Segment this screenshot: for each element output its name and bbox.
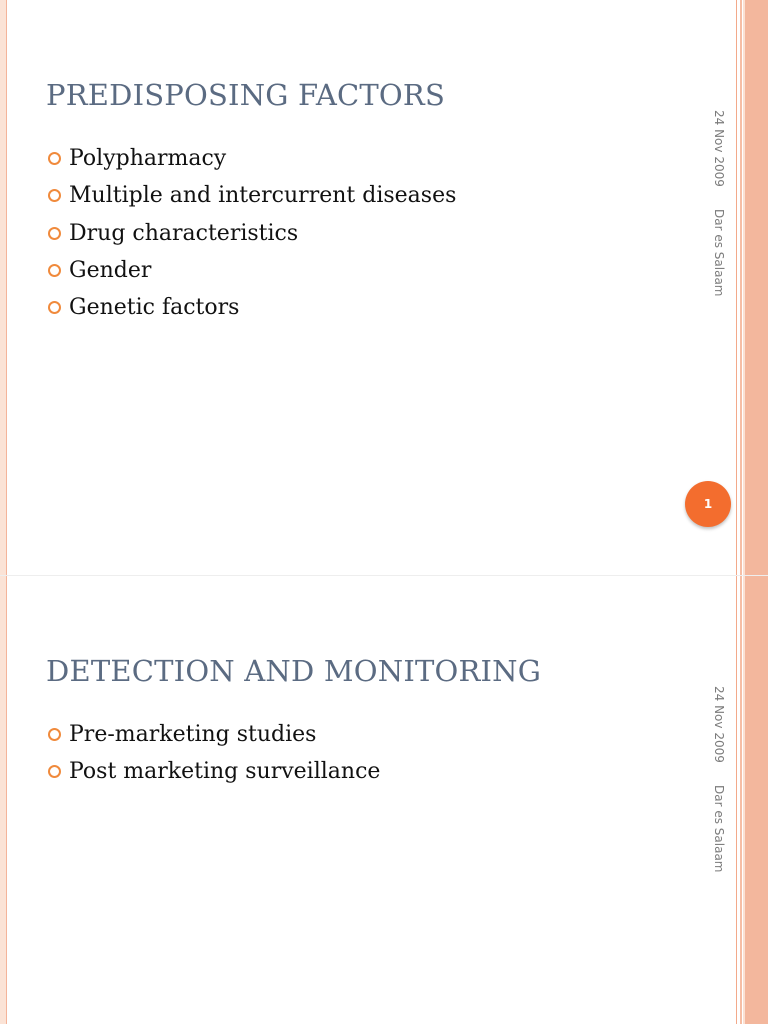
right-accent-band (745, 0, 768, 576)
list-item (48, 177, 456, 214)
bullet-text: Pre-marketing studies (69, 722, 317, 748)
list-item (48, 140, 456, 177)
side-footer (712, 686, 726, 872)
footer-date: 24 Nov 2009 (712, 110, 726, 187)
left-edge-decoration (0, 576, 7, 1024)
page-number-badge: 1 (685, 481, 731, 527)
circle-bullet-icon (48, 264, 61, 277)
left-edge-decoration (0, 0, 7, 576)
list-item (48, 289, 456, 326)
side-footer (712, 110, 726, 296)
slide-title: DETECTION AND MONITORING (46, 654, 542, 688)
slide-title: PREDISPOSING FACTORS (46, 78, 446, 112)
list-item (48, 215, 456, 252)
bullet-text: Drug characteristics (69, 220, 299, 246)
footer-location: Dar es Salaam (712, 784, 726, 873)
bullet-text: Multiple and intercurrent diseases (69, 183, 457, 209)
list-item (48, 753, 380, 790)
circle-bullet-icon (48, 765, 61, 778)
list-item (48, 252, 456, 289)
right-band-line (736, 0, 737, 576)
bullet-text: Genetic factors (69, 295, 240, 321)
right-band-line (736, 576, 737, 1024)
circle-bullet-icon (48, 152, 61, 165)
circle-bullet-icon (48, 189, 61, 202)
bullet-text: Gender (69, 258, 152, 284)
bullet-list (48, 140, 456, 326)
bullet-text: Polypharmacy (69, 146, 227, 172)
footer-date: 24 Nov 2009 (712, 686, 726, 763)
slide-2 (0, 576, 768, 1024)
bullet-list (48, 716, 380, 791)
right-accent-band (745, 576, 768, 1024)
footer-location: Dar es Salaam (712, 208, 726, 297)
circle-bullet-icon (48, 301, 61, 314)
bullet-text: Post marketing surveillance (69, 759, 381, 785)
right-band-line (740, 0, 742, 576)
right-band-line (740, 576, 742, 1024)
circle-bullet-icon (48, 227, 61, 240)
circle-bullet-icon (48, 728, 61, 741)
list-item (48, 716, 380, 753)
